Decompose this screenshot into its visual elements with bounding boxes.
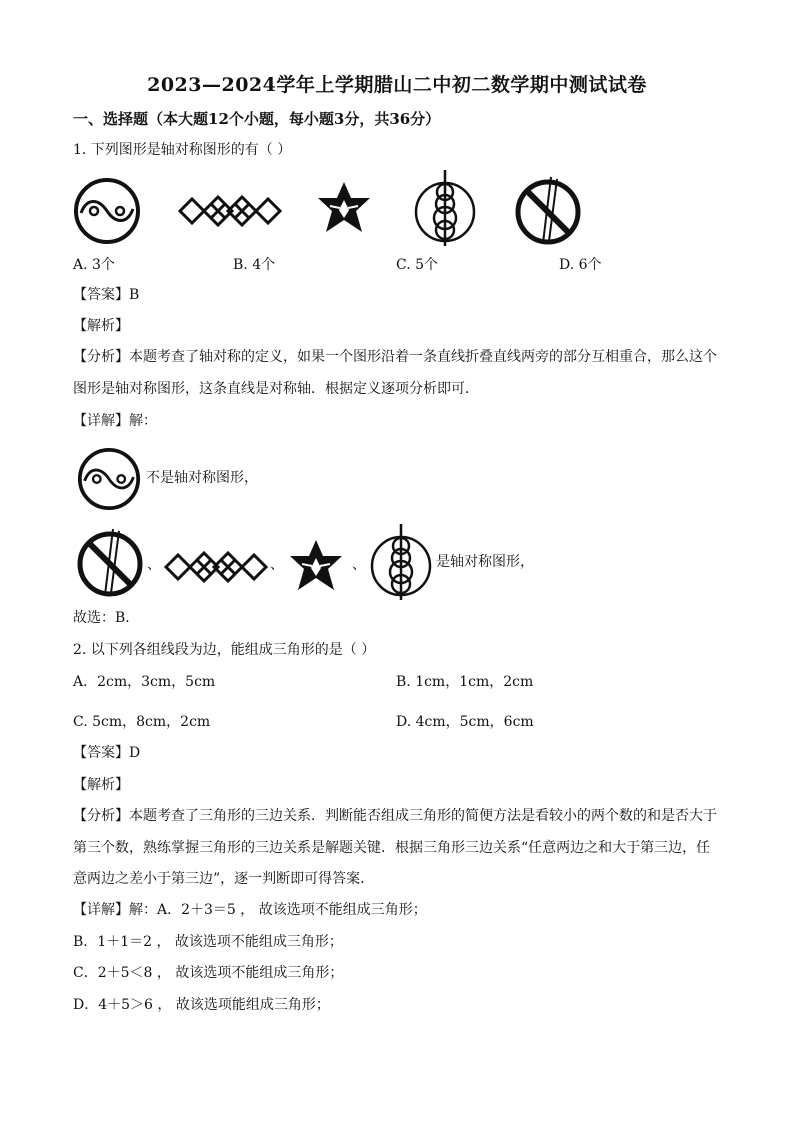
q2-fenxi-text: 本题考查了三角形的三边关系．判断能否组成三角形的简便方法是看较小的两个数的和是否大于	[129, 808, 717, 824]
q1-option-b: B. 4个	[233, 257, 276, 273]
yin-yang-figure	[73, 177, 141, 245]
not-symmetric-text: 不是轴对称图形，	[146, 470, 258, 486]
nested-circles-figure-detail	[369, 522, 433, 602]
q2-analysis-label: 【解析】	[73, 777, 129, 793]
q2-option-b: B. 1cm，1cm，2cm	[396, 674, 534, 690]
q1-detail-text: 解：	[129, 413, 157, 429]
separator-2: 、	[270, 557, 284, 573]
is-symmetric-text: 是轴对称图形，	[436, 554, 534, 570]
q2-fenxi-line3: 意两边之差小于第三边”，逐一判断即可得答案．	[73, 871, 375, 887]
q2-fenxi-line2: 第三个数，熟练掌握三角形的三边关系是解题关键．根据三角形三边关系“任意两边之和大于第三边，任	[73, 840, 711, 856]
q1-fenxi-line2: 图形是轴对称图形，这条直线是对称轴．根据定义逐项分析即可．	[73, 381, 479, 397]
q1-conclusion: 故选：B．	[73, 610, 140, 626]
q1-analysis-label: 【解析】	[73, 318, 129, 334]
q2-detail-line-d: D．4＋5＞6 ， 故该选项能组成三角形；	[73, 997, 330, 1013]
nested-circles-figure	[413, 168, 477, 248]
page-title: 2023—2024学年上学期腊山二中初二数学期中测试试卷	[147, 74, 647, 96]
q1-option-d: D. 6个	[559, 257, 602, 273]
separator-3: 、	[352, 557, 366, 573]
q2-stem: 2. 以下列各组线段为边，能组成三角形的是（ ）	[73, 642, 376, 658]
q1-fenxi-text: 本题考查了轴对称的定义，如果一个图形沿着一条直线折叠直线两旁的部分互相重合，那么这个	[129, 349, 717, 365]
q2-option-a: A．2cm，3cm，5cm	[73, 674, 216, 690]
star-flower-figure	[316, 180, 372, 236]
prohibition-figure-detail	[75, 527, 145, 597]
q2-fenxi-line1	[73, 806, 717, 826]
q2-detail-line-c: C．2＋5＜8 ， 故该选项不能组成三角形；	[73, 965, 344, 981]
q2-option-d: D. 4cm，5cm，6cm	[396, 714, 534, 730]
q2-detail-line-b: B．1＋1＝2 ， 故该选项不能组成三角形；	[73, 934, 343, 950]
q2-answer	[73, 743, 140, 763]
star-flower-figure-detail	[288, 538, 344, 594]
section-heading: 一、选择题（本大题12个小题，每小题3分，共36分）	[73, 110, 441, 128]
q1-stem: 1. 下列图形是轴对称图形的有（ ）	[73, 142, 292, 158]
q2-fenxi-label: 【分析】	[73, 808, 129, 824]
q1-fenxi-label: 【分析】	[73, 349, 129, 365]
prohibition-figure	[513, 175, 583, 245]
q1-fenxi-line1	[73, 347, 717, 367]
q2-detail-text-a: 解：A．2＋3＝5 ， 故该选项不能组成三角形；	[129, 902, 427, 918]
q2-detail-line-a	[73, 900, 427, 920]
q1-option-c: C. 5个	[396, 257, 439, 273]
q1-answer-value: B	[129, 287, 140, 303]
q2-detail-label: 【详解】	[73, 902, 129, 918]
q1-detail	[73, 411, 157, 431]
q1-answer	[73, 285, 139, 305]
q2-option-c: C. 5cm，8cm，2cm	[73, 714, 211, 730]
yin-yang-figure-detail	[77, 447, 141, 511]
knot-figure-detail	[164, 545, 268, 589]
knot-figure	[178, 189, 282, 233]
separator-1: 、	[147, 557, 161, 573]
q1-option-a: A. 3个	[73, 257, 115, 273]
q1-answer-label: 【答案】	[73, 287, 129, 303]
q1-detail-label: 【详解】	[73, 413, 129, 429]
q2-answer-label: 【答案】	[73, 745, 129, 761]
q2-answer-value: D	[129, 745, 141, 761]
